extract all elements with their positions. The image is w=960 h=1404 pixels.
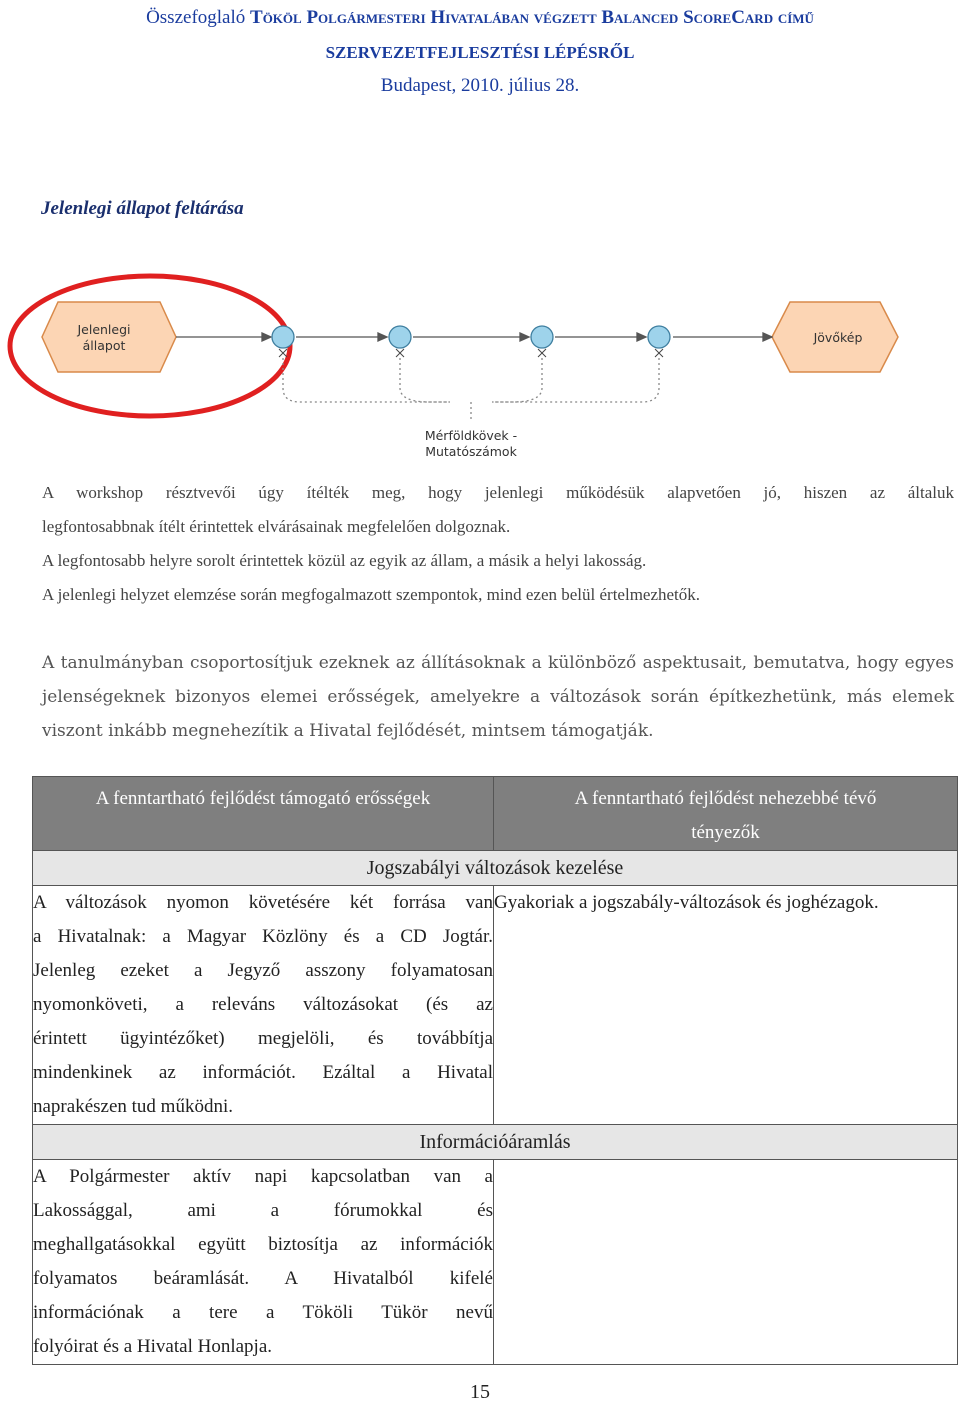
table-row bbox=[33, 886, 958, 1125]
milestone-circle bbox=[531, 326, 553, 348]
milestone-connectors bbox=[283, 358, 659, 420]
section-title-jogszabalyi: Jogszabályi változások kezelése bbox=[33, 851, 958, 886]
milestone-circle bbox=[272, 326, 294, 348]
arrows bbox=[176, 333, 772, 341]
cell-line: mindenkinek az információt. Ezáltal a Hivatal bbox=[33, 1062, 493, 1083]
paragraph-1-line: A legfontosabb helyre sorolt érintettek közül az egyik az állam, a másik a helyi lakosság. bbox=[42, 551, 647, 570]
section1-obstacles bbox=[494, 886, 958, 1125]
section2-obstacles bbox=[494, 1160, 958, 1365]
section1-strengths bbox=[33, 886, 494, 1125]
cell-line: meghallgatásokkal együtt biztosítja az információk bbox=[33, 1234, 493, 1255]
cell-line: folyamatos beáramlását. A Hivatalból kifelé bbox=[33, 1268, 493, 1289]
paragraph-1-line: A jelenlegi helyzet elemzése során megfogalmazott szempontok, mind ezen belül értelmezhetők. bbox=[42, 585, 701, 604]
milestones-label-1: Mérföldkövek - bbox=[424, 428, 518, 443]
header-date: Budapest, 2010. július 28. bbox=[380, 75, 580, 96]
obstacles-header-line-2: tényezők bbox=[691, 822, 760, 843]
start-label-1: Jelenlegi bbox=[77, 322, 131, 337]
cell-line: A Polgármester aktív napi kapcsolatban van a bbox=[33, 1166, 493, 1187]
cell-line: nyomonköveti, a releváns változásokat (és az bbox=[33, 994, 493, 1015]
cell-line: érintett ügyintézőket) megjelöli, és továbbítja bbox=[33, 1028, 493, 1049]
cell-line: Lakossággal, ami a fórumokkal és bbox=[33, 1200, 493, 1221]
obstacles-header-line-1: A fenntartható fejlődést nehezebbé tévő bbox=[574, 788, 877, 809]
paragraph-1-line: legfontosabbnak ítélt érintettek elvárásainak megfelelően dolgoznak. bbox=[42, 517, 511, 536]
cell-line: Jelenleg ezeket a Jegyző asszony folyamatosan bbox=[33, 960, 493, 981]
page-number: 15 bbox=[470, 1381, 490, 1403]
paragraph-2-line: viszont inkább megnehezítik a Hivatal fejlődését, mintsem támogatják. bbox=[42, 721, 654, 741]
header-line-2: SZERVEZETFEJLESZTÉSI LÉPÉSRŐL bbox=[325, 43, 635, 62]
start-hexagon bbox=[42, 302, 176, 372]
roadmap-diagram bbox=[0, 270, 960, 465]
section2-strengths bbox=[33, 1160, 494, 1365]
paragraph-1-line: A workshop résztvevői úgy ítélték meg, hogy jelenlegi működésük alapvetően jó, hiszen az általuk bbox=[42, 483, 954, 502]
milestones-label-2: Mutatószámok bbox=[425, 444, 517, 459]
cell-line: Gyakoriak a jogszabály-változások és joghézagok. bbox=[494, 892, 879, 913]
factors-table bbox=[32, 776, 958, 1365]
section-title: Jelenlegi állapot feltárása bbox=[41, 198, 244, 219]
cell-line: A változások nyomon követésére két forrása van bbox=[33, 892, 493, 913]
obstacles-header bbox=[494, 777, 958, 851]
end-label: Jövőkép bbox=[813, 330, 863, 345]
header-title: Tököl Polgármesteri Hivatalában végzett Balanced ScoreCard című bbox=[250, 7, 814, 28]
cell-line: információnak a tere a Tököli Tükör nevű bbox=[33, 1302, 493, 1323]
paragraph-1 bbox=[42, 476, 954, 612]
header-prefix: Összefoglaló bbox=[146, 7, 246, 28]
start-label-2: állapot bbox=[82, 338, 126, 353]
header-line-1 bbox=[0, 6, 960, 30]
milestone-circle bbox=[389, 326, 411, 348]
cell-line: naprakészen tud működni. bbox=[33, 1096, 233, 1117]
cell-line: folyóirat és a Hivatal Honlapja. bbox=[33, 1336, 273, 1357]
paragraph-2-line: A tanulmányban csoportosítjuk ezeknek az állításoknak a különböző aspektusait, bemutatva, hogy egyes bbox=[42, 653, 954, 673]
paragraph-2 bbox=[42, 646, 954, 748]
table-row bbox=[33, 1160, 958, 1365]
paragraph-2-line: jelenségeknek bizonyos elemei erősségek, amelyekre a változások során építkezhetünk, más elemek bbox=[42, 687, 954, 707]
section-row bbox=[33, 851, 958, 886]
milestone-circle bbox=[648, 326, 670, 348]
strengths-header: A fenntartható fejlődést támogató erősségek bbox=[33, 777, 494, 851]
section-row bbox=[33, 1125, 958, 1160]
section-title-informacio: Információáramlás bbox=[33, 1125, 958, 1160]
table-header-row bbox=[33, 777, 958, 851]
cell-line: a Hivatalnak: a Magyar Közlöny és a CD Jogtár. bbox=[33, 926, 493, 947]
milestone-markers bbox=[279, 349, 663, 357]
